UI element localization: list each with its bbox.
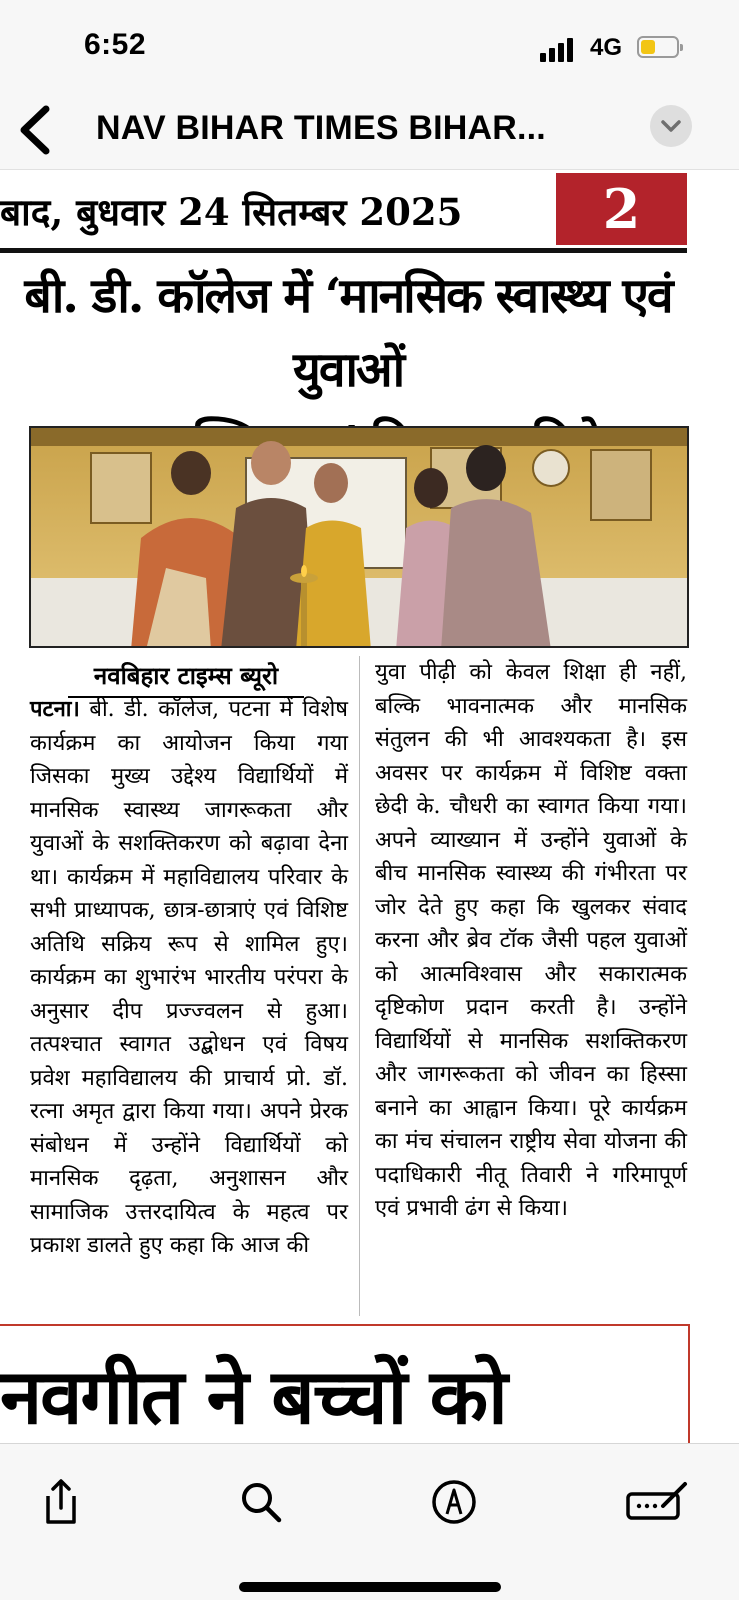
chevron-down-icon [650, 105, 692, 147]
search-icon [233, 1474, 289, 1530]
next-article-headline: नवगीत ने बच्चों को [0, 1352, 506, 1441]
dateline-city: पटना। [30, 696, 80, 722]
markup-pen-icon [426, 1474, 482, 1530]
column-divider [359, 656, 360, 1316]
left-column-text: बी. डी. कॉलेज, पटना में विशेष कार्यक्रम का आयोजन किया गया जिसका मुख्य उद्देश्य विद्यार्थियों में मानसिक स्वास्थ्य जागरूकता और युवाओं के सशक्तिकरण को बढ़ावा देना था। कार्यक्रम में महाविद्यालय परिवार के सभी प्राध्यापक, छात्र-छात्राएं एवं विशिष्ट अतिथि सक्रिय रूप से शामिल हुए। कार्यक्रम का शुभारंभ भारतीय परंपरा के अनुसार दीप प्रज्ज्वलन से हुआ। तत्पश्चात स्वागत उद्बोधन एवं विषय प्रवेश महाविद्यालय की प्राचार्य प्रो. डॉ. रत्ना अमृत द्वारा किया गया। अपने प्रेरक संबोधन में उन्होंने विद्यार्थियों को मानसिक दृढ़ता, अनुशासन और सामाजिक उत्तरदायित्व के महत्व पर प्रकाश डालते हुए कहा कि आज की [30, 697, 348, 1258]
article-photo [29, 426, 689, 648]
chevron-left-icon [10, 100, 62, 160]
share-button[interactable] [30, 1474, 86, 1530]
edit-icon [625, 1474, 691, 1530]
bureau-byline: नवबिहार टाइम्स ब्यूरो [68, 659, 304, 698]
network-type: 4G [590, 34, 623, 61]
headline-line-1: बी. डी. कॉलेज में ‘मानसिक स्वास्थ्य एवं युवाओं [24, 268, 672, 398]
signal-icon [540, 38, 578, 62]
article-column-left [30, 693, 348, 1263]
share-icon [30, 1474, 86, 1530]
search-button[interactable] [233, 1474, 289, 1530]
home-indicator[interactable] [239, 1582, 501, 1592]
status-time: 6:52 [84, 28, 147, 61]
page-number-badge: 2 [556, 173, 687, 245]
back-button[interactable] [10, 100, 62, 160]
document-title: NAV BIHAR TIMES BIHAR... [96, 109, 546, 147]
lamp-lighting-photo [31, 428, 689, 648]
edit-button[interactable] [625, 1474, 681, 1530]
article-column-right: युवा पीढ़ी को केवल शिक्षा ही नहीं, बल्कि भावनात्मक और मानसिक संतुलन की भी आवश्यकता है। इस अवसर पर कार्यक्रम में विशिष्ट वक्ता छेदी के. चौधरी का स्वागत किया गया। अपने व्याख्यान में उन्होंने युवाओं के बीच मानसिक स्वास्थ्य की गंभीरता पर जोर देते हुए कहा कि खुलकर संवाद करना और ब्रेव टॉक जैसी पहल युवाओं को आत्मविश्वास और सकारात्मक दृष्टिकोण प्रदान करती है। उन्होंने विद्यार्थियों से मानसिक सशक्तिकरण और जागरूकता को जीवन का हिस्सा बनाने का आह्वान किया। पूरे कार्यक्रम का मंच संचालन राष्ट्रीय सेवा योजना की पदाधिकारी नीतू तिवारी ने गरिमापूर्ण एवं प्रभावी ढंग से किया। [375, 660, 687, 1221]
header-rule [0, 248, 687, 253]
title-menu-button[interactable] [650, 105, 692, 147]
document-header [0, 92, 739, 170]
battery-icon [637, 36, 679, 58]
newspaper-page[interactable] [0, 171, 739, 1443]
bottom-toolbar [0, 1443, 739, 1600]
markup-button[interactable] [426, 1474, 482, 1530]
date-line: बाद, बुधवार 24 सितम्बर 2025 [0, 190, 463, 234]
status-bar [0, 0, 739, 92]
